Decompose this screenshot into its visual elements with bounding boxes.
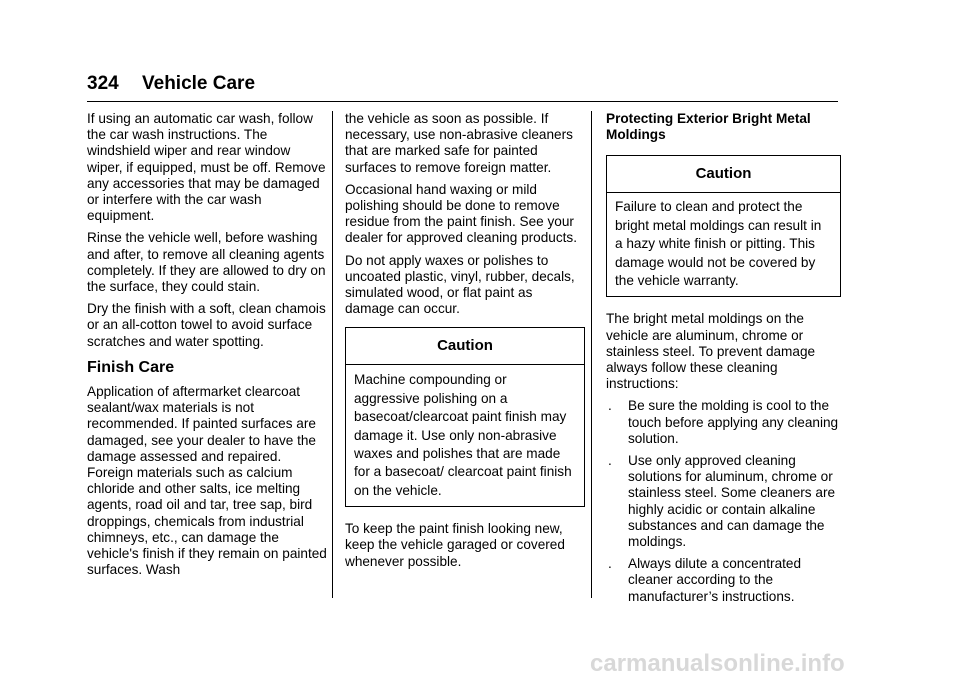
section-heading: Finish Care [87,358,175,376]
column-divider [332,111,333,598]
bullet-text: Be sure the molding is cool to the touch before applying any cleaning solution. [628,398,839,446]
page-header [87,71,838,102]
column-right [606,111,841,611]
caution-box [345,327,585,507]
caution-box [606,155,841,297]
bullet-item [606,453,841,550]
watermark: carmanualsonline.info [590,650,845,677]
paragraph: Occasional hand waxing or mild polishing should be done to remove residue from the paint finish. See your dealer for approved cleaning products. [345,181,577,246]
bullet-marker: . [608,556,612,572]
paragraph: To keep the paint finish looking new, keep the vehicle garaged or covered whenever possible. [345,521,565,569]
bullet-item [606,398,841,447]
bullet-marker: . [608,453,612,469]
bullet-text: Use only approved cleaning solutions for aluminum, chrome or stainless steel. Some cleaners are highly acidic or contain alkaline substances and can damage the moldings. [628,453,836,550]
page-number: 324 [87,73,119,94]
caution-text: Failure to clean and protect the bright metal moldings can result in a hazy white finish or pitting. This damage would not be covered by the vehicle warranty. [615,199,822,289]
caution-title: Caution [346,328,584,365]
paragraph: Dry the finish with a soft, clean chamois or an all-cotton towel to avoid surface scratches and water spotting. [87,301,326,349]
page-title: Vehicle Care [142,73,256,94]
paragraph: The bright metal moldings on the vehicle are aluminum, chrome or stainless steel. To prevent damage always follow these cleaning instructions: [606,311,816,392]
caution-text: Machine compounding or aggressive polishing on a basecoat/clearcoat paint finish may damage it. Use only non-abrasive waxes and polishes that are made for a basecoat/ clearcoat paint finish on the vehicle. [354,372,572,498]
caution-title: Caution [607,156,840,193]
paragraph: the vehicle as soon as possible. If necessary, use non-abrasive cleaners that are marked safe for painted surfaces to remove foreign matter. [345,111,573,175]
paragraph: Do not apply waxes or polishes to uncoated plastic, vinyl, rubber, decals, simulated wood, or flat paint as damage can occur. [345,252,575,317]
paragraph: If using an automatic car wash, follow the car wash instructions. The windshield wiper and rear window wiper, if equipped, must be off. Remove any accessories that may be damaged or interfere with the car wash equipment. [87,111,326,224]
column-left [87,111,327,584]
bullet-text: Always dilute a concentrated cleaner according to the manufacturer’s instructions. [628,556,802,604]
column-divider [591,111,592,598]
bullet-marker: . [608,398,612,414]
bullet-item [606,556,841,605]
paragraph: Rinse the vehicle well, before washing and after, to remove all cleaning agents completely. If they are allowed to dry on the surface, they could stain. [87,230,326,295]
section-heading: Protecting Exterior Bright Metal Moldings [606,111,811,143]
column-middle [345,111,585,576]
paragraph: Application of aftermarket clearcoat sealant/wax materials is not recommended. If painted surfaces are damaged, see your dealer to have the damage assessed and repaired. Foreign materials such as calcium chloride and other salts, ice melting agents, road oil and tar, tree sap, bird droppings, chemicals from industrial chimneys, etc., can damage the vehicle's finish if they remain on painted surfaces. Wash [87,384,327,578]
